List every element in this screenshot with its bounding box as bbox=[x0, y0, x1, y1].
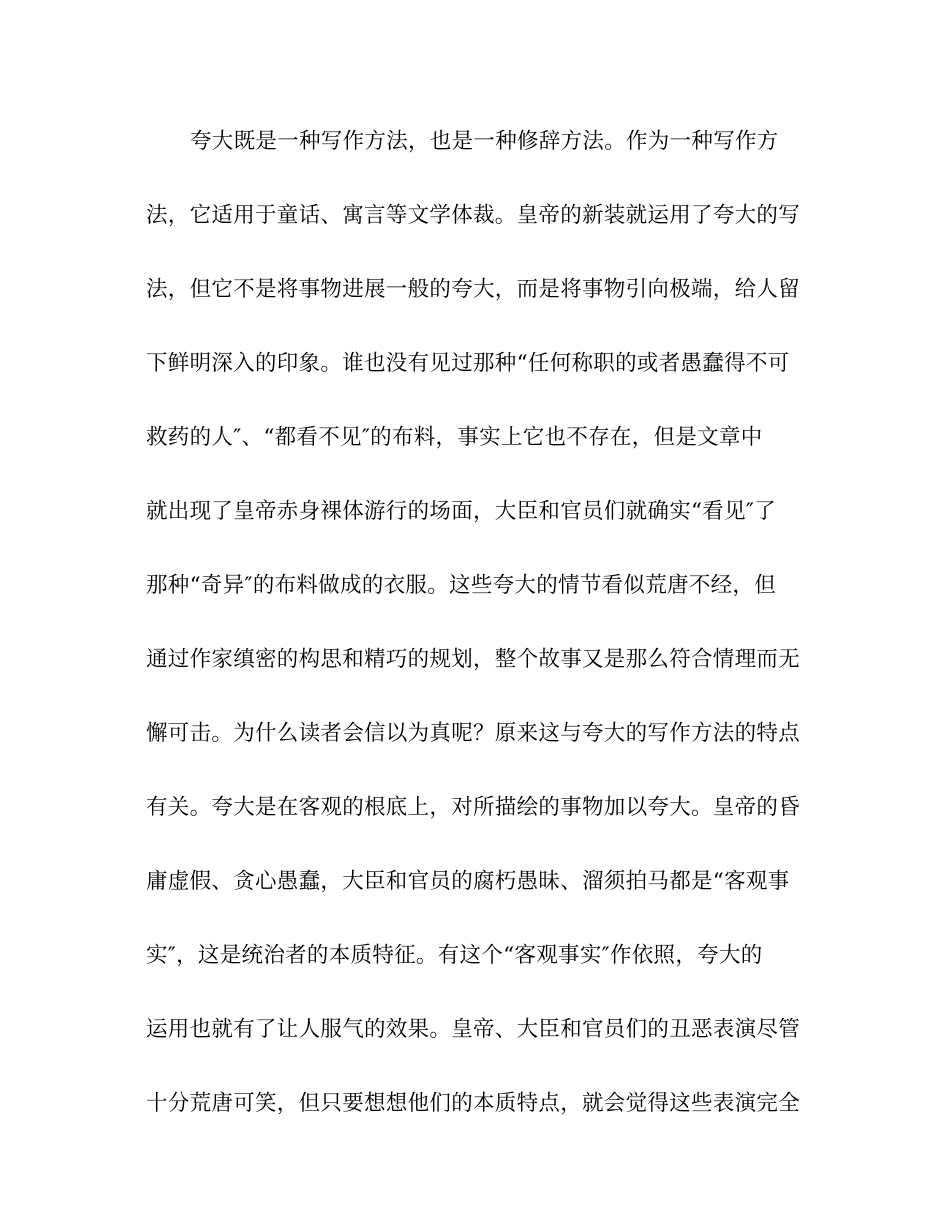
paragraph-line: 通过作家缜密的构思和精巧的规划，整个故事又是那么符合情理而无 bbox=[146, 647, 801, 672]
paragraph-line: 十分荒唐可笑，但只要想想他们的本质特点，就会觉得这些表演完全 bbox=[146, 1091, 801, 1116]
paragraph-line: 夸大既是一种写作方法，也是一种修辞方法。作为一种写作方 bbox=[190, 129, 779, 154]
paragraph-line: 法，它适用于童话、寓言等文学体裁。皇帝的新装就运用了夸大的写 bbox=[146, 203, 801, 228]
paragraph-line: 救药的人″、“都看不见″的布料，事实上它也不存在，但是文章中 bbox=[146, 425, 763, 450]
paragraph-line: 就出现了皇帝赤身裸体游行的场面，大臣和官员们就确实“看见″了 bbox=[146, 499, 777, 524]
paragraph-line: 实″，这是统治者的本质特征。有这个“客观事实″作依照，夸大的 bbox=[146, 943, 763, 968]
paragraph-line: 懈可击。为什么读者会信以为真呢？原来这与夸大的写作方法的特点 bbox=[146, 721, 801, 746]
paragraph-line: 那种“奇异″的布料做成的衣服。这些夸大的情节看似荒唐不经，但 bbox=[146, 573, 777, 598]
paragraph-line: 法，但它不是将事物进展一般的夸大，而是将事物引向极端，给人留 bbox=[146, 277, 801, 302]
paragraph-line: 下鲜明深入的印象。谁也没有见过那种“任何称职的或者愚蠢得不可 bbox=[146, 351, 790, 376]
paragraph-line: 庸虚假、贪心愚蠢，大臣和官员的腐朽愚昧、溜须拍马都是“客观事 bbox=[146, 869, 790, 894]
paragraph-line: 有关。夸大是在客观的根底上，对所描绘的事物加以夸大。皇帝的昏 bbox=[146, 795, 801, 820]
paragraph-line: 运用也就有了让人服气的效果。皇帝、大臣和官员们的丑恶表演尽管 bbox=[146, 1017, 801, 1042]
